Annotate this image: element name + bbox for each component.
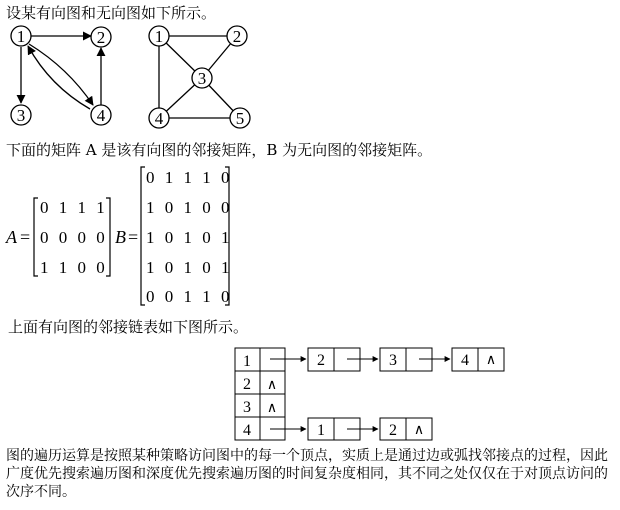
adjacency-list [230,344,510,444]
svg-text:1: 1 [16,27,26,46]
matrix-b-row: 1 0 1 0 1 [146,258,233,277]
matrix-a-row: 1 1 0 0 [40,258,108,277]
matrix-b-label: B [115,227,126,247]
matrix-b-row: 0 0 1 1 0 [146,287,233,306]
node-5 [230,108,250,128]
matrix-a-row: 0 1 1 1 [40,198,108,217]
list-node-4-2: 2 [389,422,397,439]
svg-text:3: 3 [16,106,26,125]
node-4 [149,108,169,128]
list-node-4-1: 1 [317,422,325,439]
conclusion-paragraph: 图的遍历运算是按照某种策略访问图中的每一个顶点，实质上是通过边或弧找邻接点的过程，因此广度优先搜索遍历图和深度优先搜索遍历图的时间复杂度相同，其不同之处仅仅在于对顶点访问的次序不同。 [6,448,608,500]
list-intro-text: 上面有向图的邻接链表如下图所示。 [8,318,249,336]
node-1 [11,26,31,46]
list-node-1-2: 3 [389,352,397,369]
matrix-intro-text: 下面的矩阵 A 是该有向图的邻接矩阵，B 为无向图的邻接矩阵。 [6,141,433,159]
svg-text:1: 1 [154,27,164,46]
svg-text:2: 2 [232,27,242,46]
matrix-b-equals: = [128,227,139,247]
matrix-b-row: 1 0 1 0 0 [146,198,233,217]
node-2 [227,26,247,46]
matrix-a-row: 0 0 0 0 [40,228,108,247]
svg-text:3: 3 [197,69,207,88]
matrix-b-row: 0 1 1 1 0 [146,168,233,187]
null-marker: ∧ [413,423,425,438]
list-node-1-3: 4 [461,352,469,369]
node-4 [91,105,111,125]
list-node-1-1: 2 [317,352,325,369]
matrix-a-equals: = [20,227,31,247]
node-2 [91,27,111,47]
node-1 [149,26,169,46]
head-3: 3 [243,399,251,416]
null-marker: ∧ [266,401,278,416]
svg-text:4: 4 [154,109,164,128]
null-marker: ∧ [485,353,497,368]
svg-text:5: 5 [235,109,245,128]
node-3 [11,105,31,125]
matrix-a-label: A [6,227,17,247]
head-4: 4 [243,422,251,439]
node-3 [192,68,212,88]
svg-text:2: 2 [96,28,106,47]
svg-text:4: 4 [96,106,106,125]
head-1: 1 [243,353,251,370]
matrix-b-row: 1 0 1 0 1 [146,228,233,247]
head-2: 2 [243,376,251,393]
null-marker: ∧ [266,378,278,393]
intro-text: 设某有向图和无向图如下所示。 [6,4,217,22]
edge-1-4 [29,44,93,105]
directed-graph [0,20,140,132]
undirected-graph [140,20,270,132]
edge-4-1 [28,46,90,109]
